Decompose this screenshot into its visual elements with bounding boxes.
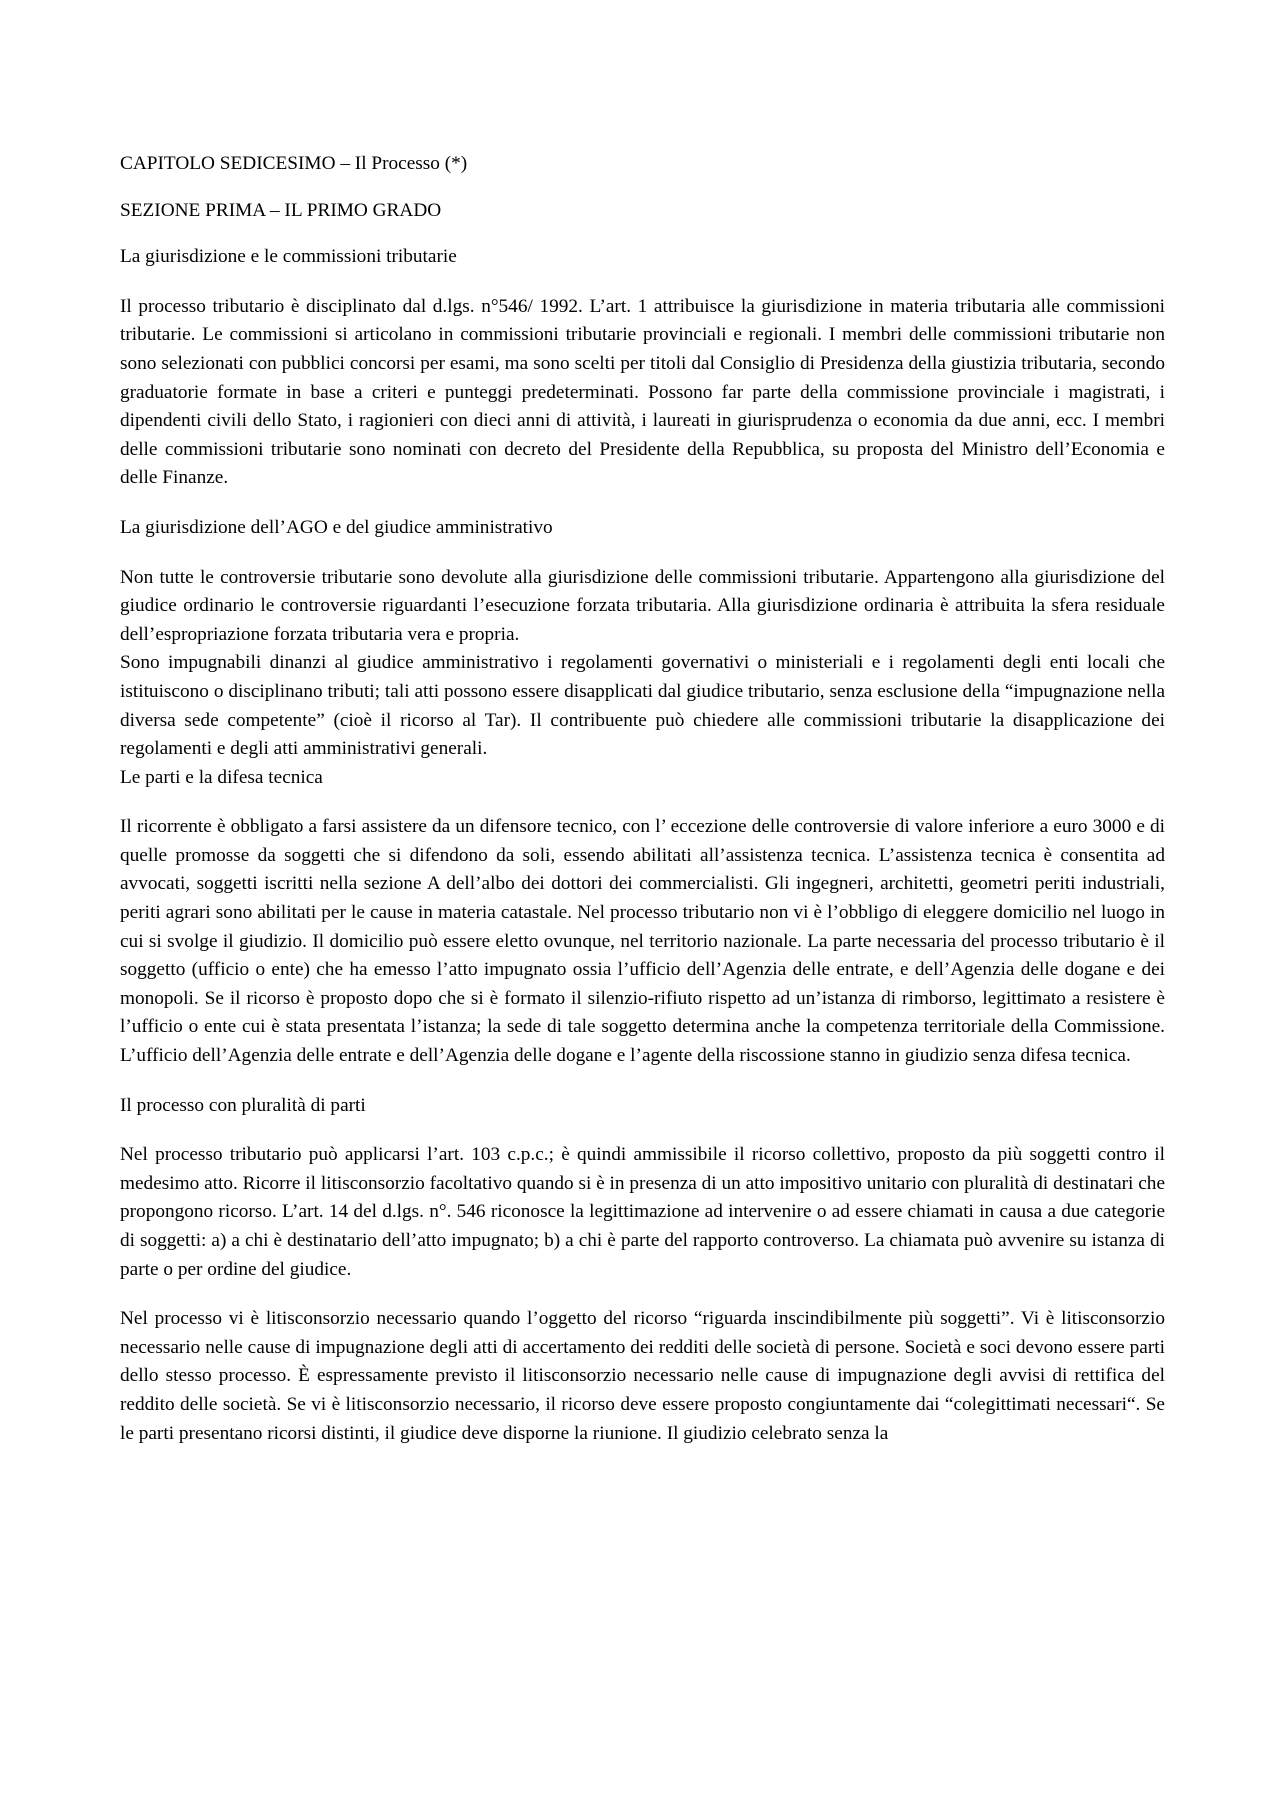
paragraph-pluralita-1: Nel processo tributario può applicarsi l’art. 103 c.p.c.; è quindi ammissibile il ricorso collettivo, proposto da più soggetti contro il medesimo atto. Ricorre il litisconsorzio facoltativo quando si è in presenza di un atto impositivo unitario con pluralità di destinatari che propongono ricorso. L’art. 14 del d.lgs. n°. 546 riconosce la legittimazione ad intervenire o ad essere chiamati in causa a due categorie di soggetti: a) a chi è destinatario dell’atto impugnato; b) a chi è parte del rapporto controverso. La chiamata può avvenire su istanza di parte o per ordine del giudice.	[120, 1144, 1165, 1280]
paragraph-ago-1: Non tutte le controversie tributarie sono devolute alla giurisdizione delle commissioni tributarie. Appartengono alla giurisdizione del giudice ordinario le controversie riguardanti l’esecuzione forzata tributaria. Alla giurisdizione ordinaria è attribuita la sfera residuale dell’espropriazione forzata tributaria vera e propria.	[120, 566, 1165, 645]
paragraph-ago-2: Sono impugnabili dinanzi al giudice amministrativo i regolamenti governativi o ministeriali e i regolamenti degli enti locali che istituiscono o disciplinano tributi; tali atti possono essere disapplicati dal giudice tributario, senza esclusione della “impugnazione nella diversa sede competente” (cioè il ricorso al Tar). Il contribuente può chiedere alle commissioni tributarie la disapplicazione dei regolamenti e degli atti amministrativi generali.	[120, 652, 1165, 760]
heading-parti: Le parti e la difesa tecnica	[120, 766, 323, 788]
paragraph-giurisdizione: Il processo tributario è disciplinato dal d.lgs. n°546/ 1992. L’art. 1 attribuisce la giurisdizione in materia tributaria alle commissioni tributarie. Le commissioni si articolano in commissioni tributarie provinciali e regionali. I membri delle commissioni tributarie non sono selezionati con pubblici concorsi per esami, ma sono scelti per titoli dal Consiglio di Presidenza della giustizia tributaria, secondo graduatorie formate in base a criteri e punteggi predeterminati. Possono far parte della commissione provinciale i magistrati, i dipendenti civili dello Stato, i ragionieri con dieci anni di attività, i laureati in giurisprudenza o economia da due anni, ecc. I membri delle commissioni tributarie sono nominati con decreto del Presidente della Repubblica, su proposta del Ministro dell’Economia e delle Finanze.	[120, 295, 1165, 489]
heading-giurisdizione: La giurisdizione e le commissioni tributarie	[120, 246, 457, 268]
paragraph-parti: Il ricorrente è obbligato a farsi assistere da un difensore tecnico, con l’ eccezione delle controversie di valore inferiore a euro 3000 e di quelle promosse da soggetti che si difendono da soli, essendo abilitati all’assistenza tecnica. L’assistenza tecnica è consentita ad avvocati, soggetti iscritti nella sezione A dell’albo dei dottori dei commercialisti. Gli ingegneri, architetti, geometri periti industriali, periti agrari sono abilitati per le cause in materia catastale. Nel processo tributario non vi è l’obbligo di eleggere domicilio nel luogo in cui si svolge il giudizio. Il domicilio può essere eletto ovunque, nel territorio nazionale. La parte necessaria del processo tributario è il soggetto (ufficio o ente) che ha emesso l’atto impugnato ossia l’ufficio dell’Agenzia delle entrate, e dell’Agenzia delle dogane e dei monopoli. Se il ricorso è proposto dopo che si è formato il silenzio-rifiuto rispetto ad un’istanza di rimborso, legittimato a resistere è l’ufficio o ente cui è stata presentata l’istanza; la sede di tale soggetto determina anche la competenza territoriale della Commissione. L’ufficio dell’Agenzia delle entrate e dell’Agenzia delle dogane e l’agente della riscossione stanno in giudizio senza difesa tecnica.	[120, 816, 1165, 1067]
heading-pluralita: Il processo con pluralità di parti	[120, 1094, 366, 1116]
document-page	[120, 150, 1165, 1448]
chapter-title: CAPITOLO SEDICESIMO – Il Processo (*)	[120, 153, 468, 174]
heading-ago: La giurisdizione dell’AGO e del giudice amministrativo	[120, 516, 553, 538]
section-title: SEZIONE PRIMA – IL PRIMO GRADO	[120, 199, 442, 221]
paragraph-pluralita-2: Nel processo vi è litisconsorzio necessario quando l’oggetto del ricorso “riguarda inscindibilmente più soggetti”. Vi è litisconsorzio necessario nelle cause di impugnazione degli atti di accertamento dei redditi delle società di persone. Società e soci devono essere parti dello stesso processo. È espressamente previsto il litisconsorzio necessario nelle cause di impugnazione degli avvisi di rettifica del reddito delle società. Se vi è litisconsorzio necessario, il ricorso deve essere proposto congiuntamente dai “colegittimati necessari“. Se le parti presentano ricorsi distinti, il giudice deve disporne la riunione. Il giudizio celebrato senza la	[120, 1308, 1165, 1444]
